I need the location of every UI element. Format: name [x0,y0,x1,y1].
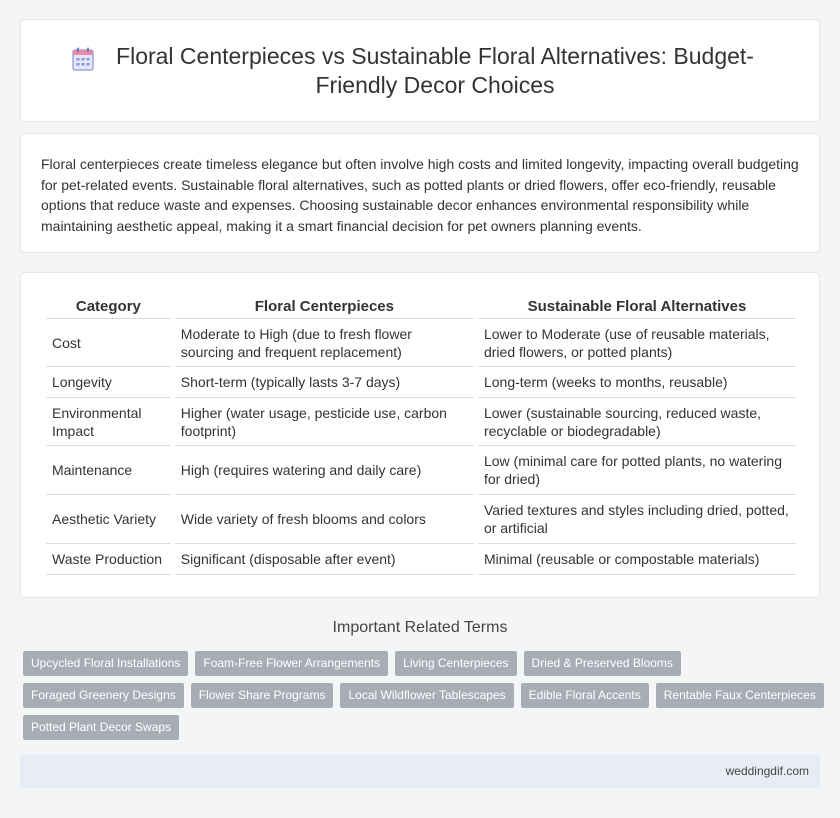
table-row [46,446,796,495]
related-term-tag[interactable]: Flower Share Programs [191,683,334,708]
table-cell-category: Waste Production [46,544,171,575]
table-cell: Significant (disposable after event) [175,544,474,575]
related-term-tag[interactable]: Rentable Faux Centerpieces [656,683,824,708]
related-terms-tags [23,651,823,747]
comparison-table [42,295,800,575]
table-cell-category: Cost [46,319,171,367]
tag-row [23,683,823,715]
header-card [20,19,820,122]
table-cell: Short-term (typically lasts 3-7 days) [175,367,474,398]
tag-row [23,715,823,747]
table-cell-category: Aesthetic Variety [46,495,171,544]
table-cell: Varied textures and styles including dried, potted, or artificial [478,495,796,544]
comparison-card [20,272,820,598]
footer-site-name[interactable]: weddingdif.com [725,764,809,778]
related-term-tag[interactable]: Potted Plant Decor Swaps [23,715,179,740]
table-cell-category: Environmental Impact [46,398,171,446]
related-terms-title: Important Related Terms [332,619,508,636]
table-cell: Wide variety of fresh blooms and colors [175,495,474,544]
table-cell: Lower (sustainable sourcing, reduced waste, recyclable or biodegradable) [478,398,796,446]
table-row [46,367,796,398]
table-row [46,398,796,446]
related-term-tag[interactable]: Upcycled Floral Installations [23,651,188,676]
table-cell: Minimal (reusable or compostable materials) [478,544,796,575]
table-cell: Long-term (weeks to months, reusable) [478,367,796,398]
related-term-tag[interactable]: Local Wildflower Tablescapes [340,683,513,708]
related-term-tag[interactable]: Edible Floral Accents [521,683,649,708]
related-term-tag[interactable]: Living Centerpieces [395,651,516,676]
related-term-tag[interactable]: Foam-Free Flower Arrangements [195,651,388,676]
table-cell: Moderate to High (due to fresh flower sourcing and frequent replacement) [175,319,474,367]
summary-card [20,133,820,253]
table-header-row [46,295,796,319]
related-term-tag[interactable]: Dried & Preserved Blooms [524,651,681,676]
column-header-floral-centerpieces: Floral Centerpieces [175,295,474,319]
table-cell-category: Longevity [46,367,171,398]
page-title: Floral Centerpieces vs Sustainable Floral Alternatives: Budget-Friendly Decor Choices [116,42,754,98]
footer [20,754,820,788]
table-cell: Higher (water usage, pesticide use, carbon footprint) [175,398,474,446]
column-header-sustainable-alternatives: Sustainable Floral Alternatives [478,295,796,319]
table-row [46,495,796,544]
summary-text: Floral centerpieces create timeless elegance but often involve high costs and limited longevity, impacting overall budgeting for pet-related events. Sustainable floral alternatives, such as potted plants or dried flowers, offer eco-friendly, reusable options that reduce waste and expenses. Choosing sustainable decor enhances environmental responsibility while maintaining aesthetic appeal, making it a smart financial decision for pet owners planning events. [41,156,799,234]
related-term-tag[interactable]: Foraged Greenery Designs [23,683,184,708]
table-cell: High (requires watering and daily care) [175,446,474,495]
table-cell: Lower to Moderate (use of reusable materials, dried flowers, or potted plants) [478,319,796,367]
table-row [46,319,796,367]
table-row [46,544,796,575]
table-cell: Low (minimal care for potted plants, no watering for dried) [478,446,796,495]
tag-row [23,651,823,683]
column-header-category: Category [46,295,171,319]
table-cell-category: Maintenance [46,446,171,495]
